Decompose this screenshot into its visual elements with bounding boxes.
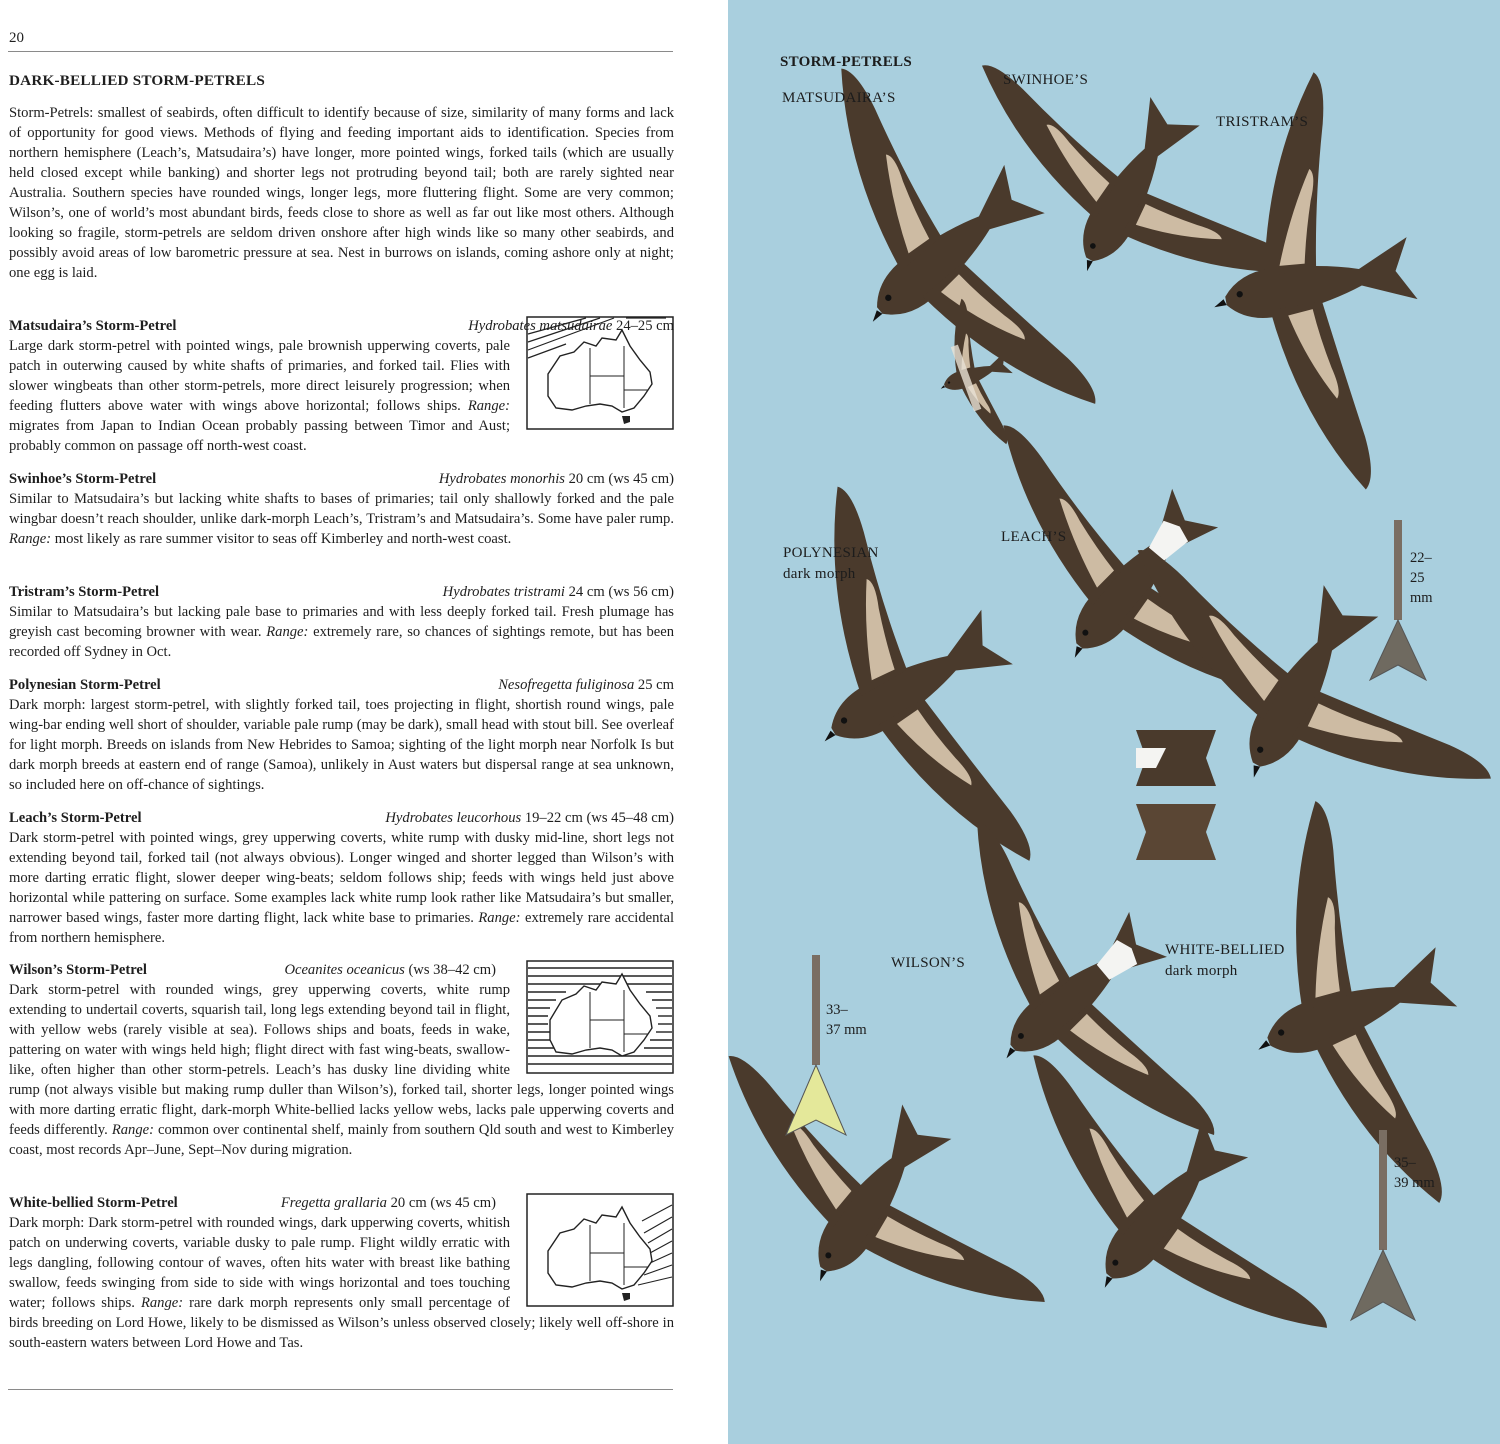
species-name: White-bellied Storm-Petrel [9,1195,178,1211]
label-wilson: WILSON’S [891,955,966,971]
species-scientific: Hydrobates tristrami 24 cm (ws 56 cm) [442,584,674,600]
plate-birds [728,0,1500,1444]
header-rule [8,51,673,52]
leg-size-polynesian-c: mm [1410,590,1433,606]
leg-size-whitebellied-a: 35– [1394,1155,1416,1171]
page-number: 20 [9,30,24,46]
leg-size-wilson-b: 37 mm [826,1022,867,1038]
species-name: Matsudaira’s Storm-Petrel [9,318,177,334]
tail-figure-2 [1136,804,1216,860]
species-entry-leach: Leach’s Storm-Petrel Hydrobates leucorhous 19–22 cm (ws 45–48 cm) Dark storm-petrel with pointed wings, grey upperwing coverts, white rump with dusky mid-line, short legs not extending beyond tail, forked tail (not always obvious). Longer winged and shorter legged than Wilson’s with more darting erratic flight, slower deeper wing-beats; seldom follows ship; feeds with wings held just above horizontal while pattering on surface. Some examples lack white rump look rather like Matsudaira’s but smaller, narrower based wings, faster more darting flight, lack white base to primaries. Range: extremely rare accidental from northern hemisphere. [9,810,674,946]
species-entry-matsudaira: Matsudaira’s Storm-Petrel Hydrobates matsudairae 24–25 cm Large dark storm-petrel with pointed wings, pale brownish upperwing coverts, pale patch in outerwing caused by white shafts of primaries, and forked tail. Flies with slower wingbeats than other storm-petrels, more direct leisurely progression; when feeding flutters above water with wings above horizontal; follows ships. Range: migrates from Japan to Indian Ocean probably passing between Timor and Aust; probably common on passage off north-west coast. [9,318,674,454]
label-polynesian-morph: dark morph [783,566,856,582]
label-polynesian: POLYNESIAN [783,545,879,561]
label-leach: LEACH’S [1001,529,1067,545]
bird-whitebellied [1185,780,1500,1244]
section-title: DARK-BELLIED STORM-PETRELS [9,72,265,89]
species-entry-whitebellied: White-bellied Storm-Petrel Fregetta grallaria 20 cm (ws 45 cm) Dark morph: Dark storm-petrel with rounded wings, dark upperwing coverts, whitish patch on underwing coverts, variable dusky to pale rump. Flight wildly erratic with legs dangling, following contour of waves, often hits water with breast like bathing swallow, feeds swinging from side to side with wings horizontal and toes touching water; follows ships. Range: rare dark morph represents only small percentage of birds breeding on Lord Howe, likely to be dismissed as Wilson’s unless observed closely; likely well off-shore in south-eastern waters between Lord Howe and Tas. [9,1195,674,1351]
species-entry-swinhoe: Swinhoe’s Storm-Petrel Hydrobates monorhis 20 cm (ws 45 cm) Similar to Matsudaira’s but lacking white shafts to bases of primaries; tail only shallowly forked and the pale wingbar doesn’t reach shoulder, unlike dark-morph Leach’s, Tristram’s and Matsudaira’s. Some have paler rump. Range: most likely as rare summer visitor to seas off Kimberley and north-west coast. [9,471,674,547]
species-scientific: Fregetta grallaria 20 cm (ws 45 cm) [280,1195,496,1211]
tail-figure-1 [1136,730,1216,786]
species-name: Swinhoe’s Storm-Petrel [9,471,157,487]
leg-size-polynesian-b: 25 [1410,570,1425,586]
species-name: Polynesian Storm-Petrel [9,677,161,693]
bird-polynesian-2 [1068,496,1500,881]
label-tristram: TRISTRAM’S [1216,114,1309,130]
illustration-plate [728,0,1500,1444]
species-entry-wilson: Wilson’s Storm-Petrel Oceanites oceanicus (ws 38–42 cm) Dark storm-petrel with rounded wings, grey upperwing coverts, white rump extending to undertail coverts, squarish tail, long legs extending beyond tail in flight, with yellow webs (rarely visible at sea). Follows ships and boats, feeds in wake, pattering on water with wings held high; flight direct with fast wing-beats, swallow-like, often higher than other storm-petrels. Leach’s has dusky line dividing white rump (not always visible but making rump duller than Wilson’s), forked tail, shorter legs, longer pointed wings with more darting erratic flight, dark-morph White-bellied lacks yellow webs, lacks pale upperwing coverts and feeds differently. Range: common over continental shelf, mainly from southern Qld south and west to Kimberley coast, most records Apr–June, Sept–Nov during migration. [9,962,674,1158]
species-scientific: Oceanites oceanicus (ws 38–42 cm) [284,962,496,978]
footer-rule [8,1389,673,1390]
species-name: Tristram’s Storm-Petrel [9,584,160,600]
leg-size-polynesian-a: 22– [1410,550,1432,566]
label-whitebellied: WHITE-BELLIED [1165,942,1285,958]
species-scientific: Hydrobates matsudairae 24–25 cm [468,318,674,334]
species-scientific: Hydrobates leucorhous 19–22 cm (ws 45–48 cm) [385,810,674,826]
species-scientific: Hydrobates monorhis 20 cm (ws 45 cm) [438,471,674,487]
leg-size-wilson-a: 33– [826,1002,848,1018]
species-scientific: Nesofregetta fuliginosa 25 cm [498,677,674,693]
species-name: Leach’s Storm-Petrel [9,810,142,826]
label-matsudaira: MATSUDAIRA’S [782,90,896,106]
species-entry-polynesian: Polynesian Storm-Petrel Nesofregetta fuliginosa 25 cm Dark morph: largest storm-petrel, with slightly forked tail, toes projecting in flight, shortish round wings, pale wing-bar ending well short of shoulder, variable pale rump (may be dark), small head with stout bill. See overleaf for light morph. Breeds on islands from New Hebrides to Samoa; sighting of the light morph near Norfolk Is but dark morph breeds at eastern end of range (Samoa), unlikely in Aust waters but dispersal range at sea unknown, so included here on off-chance of sightings. [9,677,674,793]
species-entry-tristram: Tristram’s Storm-Petrel Hydrobates tristrami 24 cm (ws 56 cm) Similar to Matsudaira’s but lacking pale base to primaries and with less deeply forked tail. Fresh plumage has greyish cast becoming browner with wear. Range: extremely rare, so chances of sightings remote, but has been recorded off Sydney in Oct. [9,584,675,660]
section-intro: Storm-Petrels: smallest of seabirds, often difficult to identify because of size, similarity of many forms and lack of opportunity for good views. Methods of flying and feeding important aids to identification. Species from northern hemisphere (Leach’s, Matsudaira’s) have longer, more pointed wings, forked tails (which are usually held closed except while banking) and shorter legs not protruding beyond tail; both are rarely sighted near Australia. Southern species have rounded wings, longer legs, more fluttering flight. Some are very common; Wilson’s, one of world’s most abundant birds, feeds close to shore as well as far out like most others. Although looking so fragile, storm-petrels are seldom driven onshore after high winds like so many other seabirds, and possibly avoid areas of low barometric pressure at sea. Nest in burrows on islands, coming ashore only at night; one egg is laid. [9,105,674,281]
plate-title: STORM-PETRELS [780,54,912,70]
species-name: Wilson’s Storm-Petrel [9,962,147,978]
leg-size-whitebellied-b: 39 mm [1394,1175,1435,1191]
leg-wilson [786,955,846,1135]
label-swinhoe: SWINHOE’S [1003,72,1089,88]
label-whitebellied-morph: dark morph [1165,963,1238,979]
text-page [0,0,728,1444]
